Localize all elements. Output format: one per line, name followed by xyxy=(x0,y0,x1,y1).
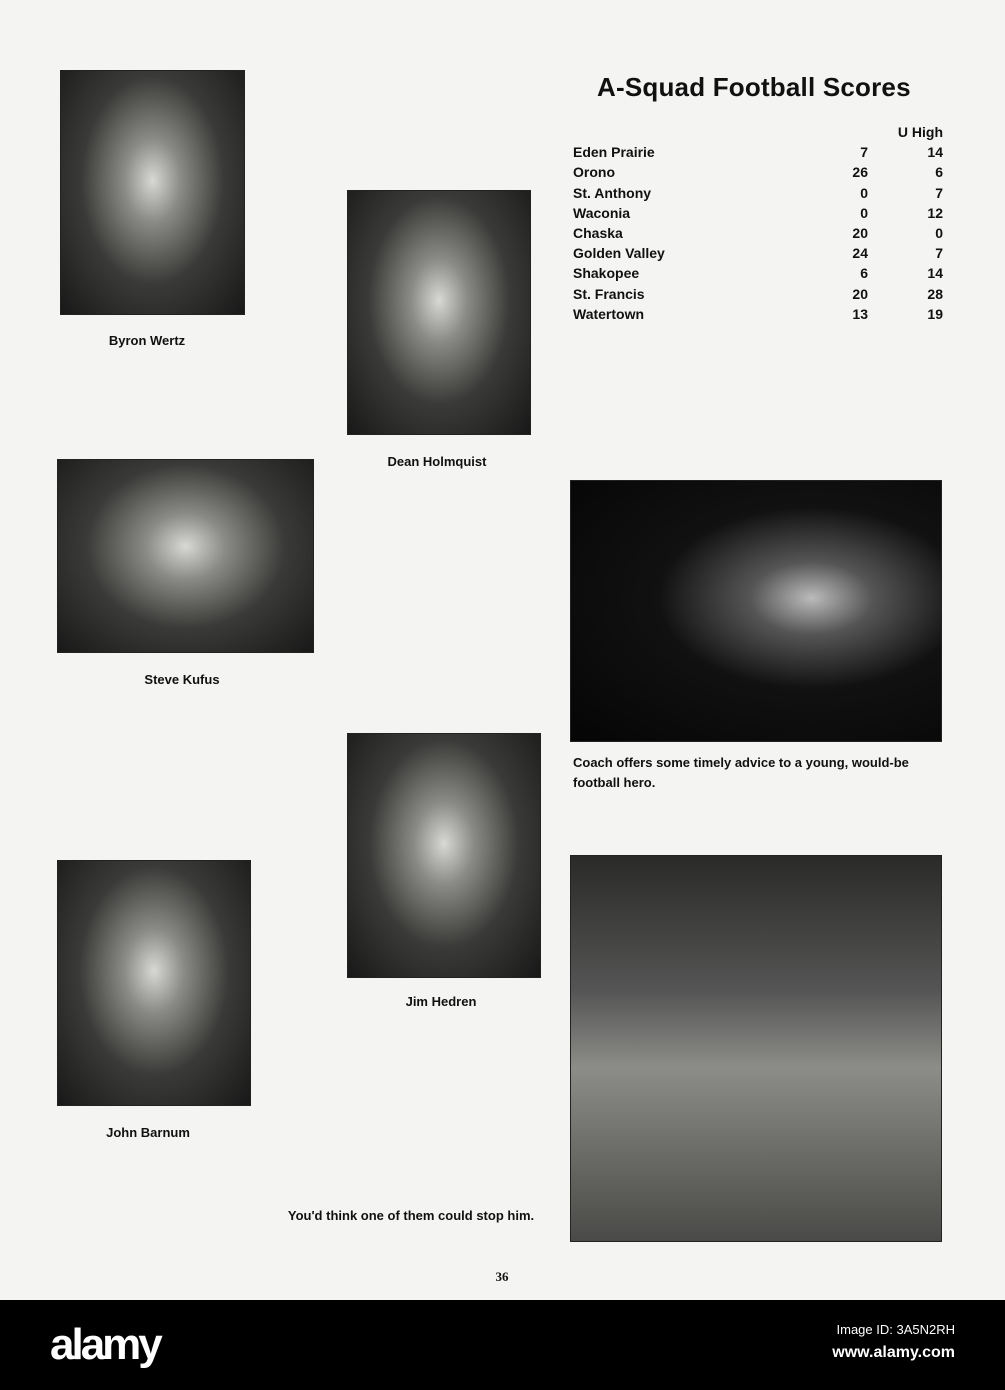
caption-coach: Coach offers some timely advice to a young, would-be football hero. xyxy=(573,755,909,790)
opponent-score: 6 xyxy=(860,265,868,282)
table-row xyxy=(573,142,943,162)
team-name: Eden Prairie xyxy=(573,144,655,161)
table-row xyxy=(573,263,943,283)
image-id: Image ID: 3A5N2RH xyxy=(836,1322,955,1337)
photo-byron-wertz xyxy=(60,70,245,315)
team-name: St. Anthony xyxy=(573,184,652,201)
photo-football-game xyxy=(570,855,942,1242)
u-high-header: U High xyxy=(897,124,943,141)
u-high-score: 19 xyxy=(927,305,943,322)
u-high-score: 12 xyxy=(927,204,943,221)
caption-steve-kufus: Steve Kufus xyxy=(144,672,220,687)
photo-dean-holmquist xyxy=(347,190,531,435)
opponent-score: 13 xyxy=(852,305,868,322)
opponent-score: 26 xyxy=(852,164,868,181)
team-name: Watertown xyxy=(573,305,645,322)
caption-john-barnum: John Barnum xyxy=(106,1125,190,1140)
alamy-logo: alamy xyxy=(50,1320,160,1369)
photo-jim-hedren xyxy=(347,733,541,978)
team-name: Chaska xyxy=(573,225,623,242)
opponent-score: 20 xyxy=(852,285,868,302)
table-row xyxy=(573,162,943,182)
caption-jim-hedren: Jim Hedren xyxy=(405,994,477,1009)
alamy-url: www.alamy.com xyxy=(832,1344,955,1361)
u-high-score: 28 xyxy=(927,285,943,302)
watermark-bar xyxy=(0,1300,1005,1390)
table-header-row xyxy=(573,122,943,142)
team-name: Shakopee xyxy=(573,265,640,282)
u-high-score: 0 xyxy=(935,225,943,242)
u-high-score: 7 xyxy=(935,184,943,201)
page-title: A-Squad Football Scores xyxy=(597,72,911,102)
team-name: Waconia xyxy=(573,204,631,221)
team-name: St. Francis xyxy=(573,285,645,302)
team-name: Orono xyxy=(573,164,615,181)
caption-byron-wertz: Byron Wertz xyxy=(108,333,186,348)
team-name: Golden Valley xyxy=(573,245,665,262)
photo-steve-kufus xyxy=(57,459,314,653)
table-row xyxy=(573,243,943,263)
table-row xyxy=(573,284,943,304)
table-row xyxy=(573,223,943,243)
table-row xyxy=(573,304,943,324)
opponent-score: 0 xyxy=(860,204,868,221)
opponent-score: 7 xyxy=(860,144,868,161)
table-row xyxy=(573,183,943,203)
photo-coach xyxy=(570,480,942,742)
opponent-score: 0 xyxy=(860,184,868,201)
u-high-score: 14 xyxy=(927,265,943,282)
photo-john-barnum xyxy=(57,860,251,1106)
u-high-score: 7 xyxy=(935,245,943,262)
scores-table xyxy=(573,122,943,324)
caption-dean-holmquist: Dean Holmquist xyxy=(387,454,487,469)
opponent-score: 24 xyxy=(852,245,868,262)
u-high-score: 14 xyxy=(927,144,943,161)
page-number: 36 xyxy=(495,1269,509,1284)
table-row xyxy=(573,203,943,223)
caption-stop-him: You'd think one of them could stop him. xyxy=(287,1208,535,1223)
opponent-score: 20 xyxy=(852,225,868,242)
u-high-score: 6 xyxy=(935,164,943,181)
